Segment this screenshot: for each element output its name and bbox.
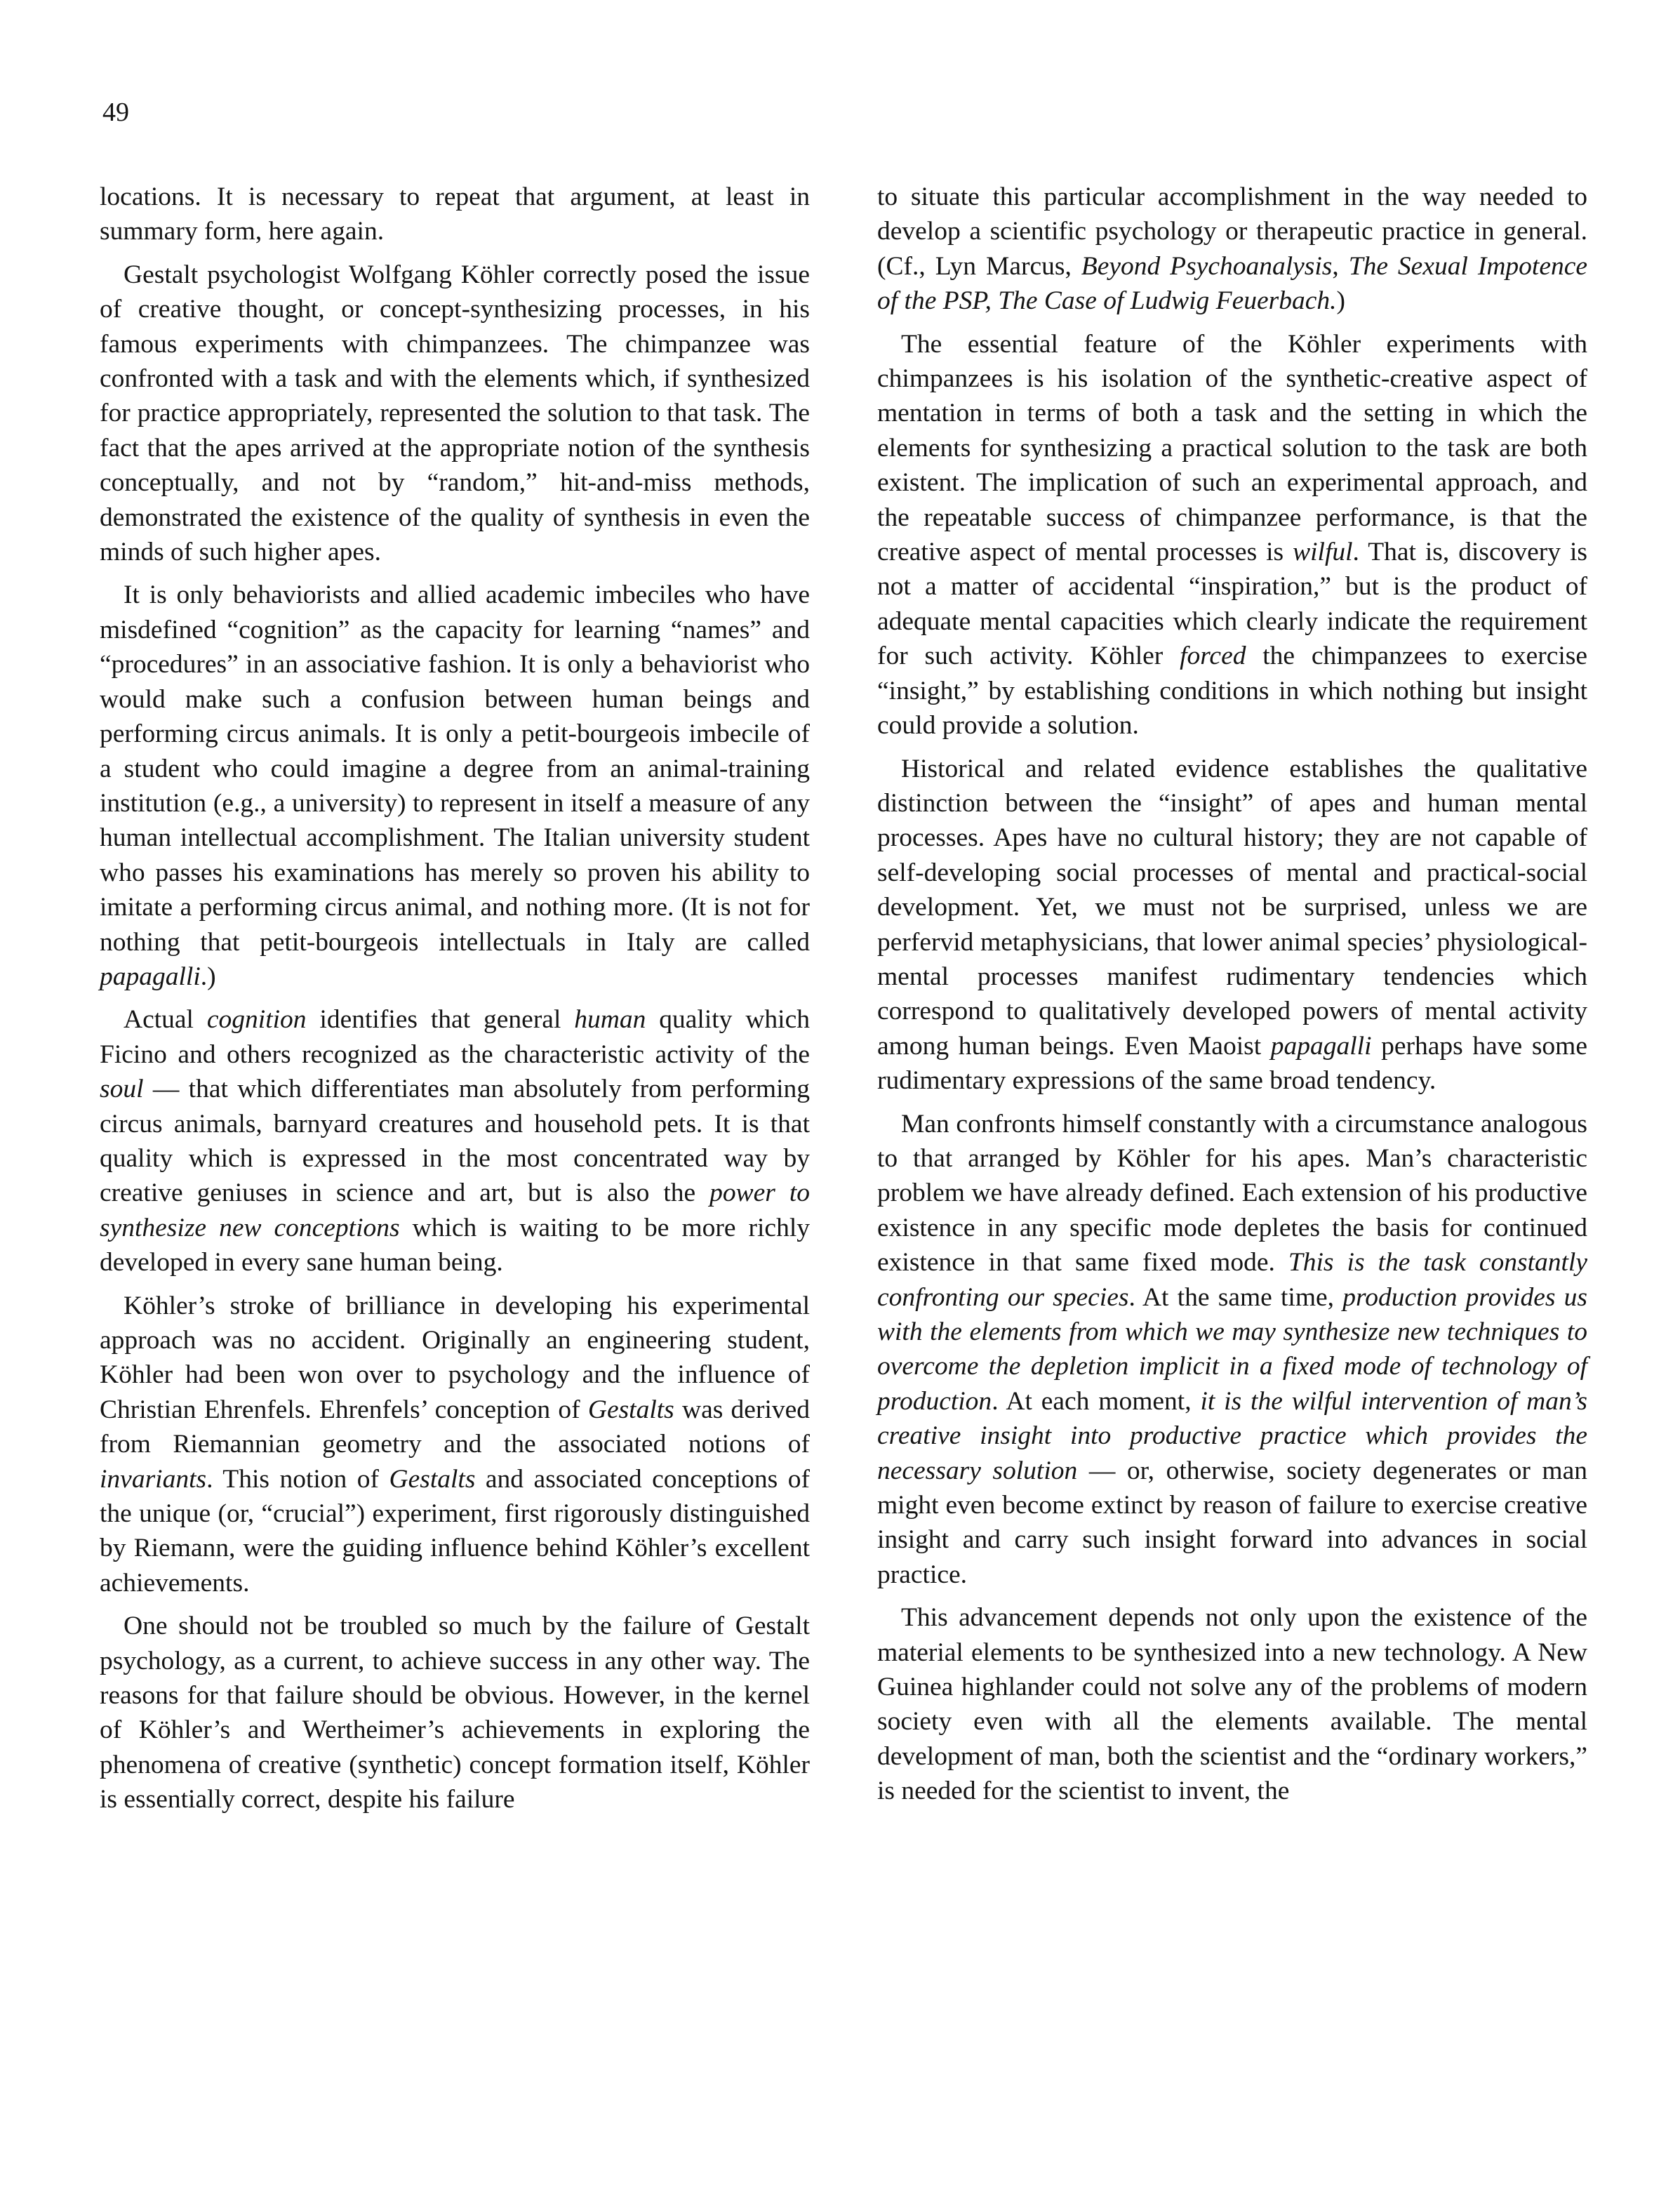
text-run: and associated conceptions of the unique (or, “crucial”) experiment, first rigorously distinguished by Riemann, were the guiding influence behind Köhler’s excellent achievements. bbox=[100, 1464, 810, 1598]
text-run: quality which Ficino and others recognized as the characteristic activity of the bbox=[100, 1005, 810, 1069]
text-run: . At the same time, bbox=[1128, 1282, 1343, 1312]
paragraph bbox=[877, 1107, 1587, 1593]
italic-text: human bbox=[574, 1005, 646, 1035]
italic-text: invariants bbox=[100, 1464, 207, 1494]
text-run: — that which differentiates man absolutely from performing circus animals, barnyard creatures and household pets. It is that quality which is expressed in the most concentrated way by creative geniuses in science and art, but is also the bbox=[100, 1075, 810, 1208]
text-run: locations. It is necessary to repeat that argument, at least in summary form, here again. bbox=[100, 182, 810, 246]
right-column bbox=[877, 180, 1587, 1817]
text-run: . That is, discovery is not a matter of accidental “inspiration,” but is the product of adequate mental capacities which clearly indicate the requirement for such activity. Köhler bbox=[877, 538, 1587, 671]
paragraph bbox=[100, 578, 810, 994]
text-run: Gestalt psychologist Wolfgang Köhler correctly posed the issue of creative thought, or concept-synthesizing processes, in his famous experiments with chimpanzees. The chimpanzee was confronted with a task and with the elements which, if synthesized for practice appropriately, represented the solution to that task. The fact that the apes arrived at the appropriate notion of the synthesis conceptually, and not by “random,” hit-and-miss methods, demonstrated the existence of the quality of synthesis in even the minds of such higher apes. bbox=[100, 260, 810, 567]
italic-text: papagalli bbox=[100, 962, 201, 991]
italic-text: production provides us with the elements from which we may synthesize new techniques to overcome the depletion implicit in a fixed mode of technology of production bbox=[877, 1282, 1587, 1416]
italic-text: soul bbox=[100, 1075, 144, 1104]
text-run: Historical and related evidence establishes the qualitative distinction between the “insight” of apes and human mental processes. Apes have no cultural history; they are not capable of self-developing social processes of mental and practical-social development. Yet, we must not be surprised, unless we are perfervid metaphysicians, that lower animal species’ physiological-mental processes manifest rudimentary tendencies which correspond to qualitatively developed powers of mental activity among human beings. Even Maoist bbox=[877, 754, 1587, 1061]
text-run: to situate this particular accomplishment in the way needed to develop a scientific psychology or therapeutic practice in general. (Cf., Lyn Marcus, bbox=[877, 182, 1587, 281]
italic-text: papagalli bbox=[1270, 1031, 1372, 1061]
text-run: One should not be troubled so much by the failure of Gestalt psychology, as a current, to achieve success in any other way. The reasons for that failure should be obvious. However, in the kernel of Köhler’s and Wertheimer’s achievements in exploring the phenomena of creative (synthetic) concept formation itself, Köhler is essentially correct, despite his failure bbox=[100, 1612, 810, 1814]
continued-paragraph bbox=[877, 180, 1587, 319]
paragraph bbox=[100, 1609, 810, 1817]
italic-text: wilful bbox=[1293, 538, 1353, 567]
text-run: . At each moment, bbox=[992, 1386, 1201, 1416]
text-run: The essential feature of the Köhler experiments with chimpanzees is his isolation of the synthetic-creative aspect of mentation in terms of both a task and the setting in which the elements for synthesizing a practical solution to the task are both existent. The implication of such an experimental approach, and the repeatable success of chimpanzee performance, is that the creative aspect of mental processes is bbox=[877, 329, 1587, 567]
text-run: which is waiting to be more richly developed in every sane human being. bbox=[100, 1213, 810, 1277]
italic-text: Gestalts bbox=[389, 1464, 476, 1494]
italic-text: This is the task constantly confronting our species bbox=[877, 1248, 1587, 1312]
left-column bbox=[100, 180, 810, 1826]
text-run: It is only behaviorists and allied academic imbeciles who have misdefined “cognition” as the capacity for learning “names” and “procedures” in an associative fashion. It is only a behaviorist who would make such a confusion between human beings and performing circus animals. It is only a petit-bourgeois imbecile of a student who could imagine a degree from an animal-training institution (e.g., a university) to represent in itself a measure of any human intellectual accomplishment. The Italian university student who passes his examinations has merely so proven his ability to imitate a performing circus animal, and nothing more. (It is not for nothing that petit-bourgeois intellectuals in Italy are called bbox=[100, 580, 810, 957]
text-run: .) bbox=[200, 962, 216, 991]
italic-text: power to synthesize new conceptions bbox=[100, 1178, 811, 1242]
page-number: 49 bbox=[102, 98, 129, 127]
paragraph bbox=[877, 1600, 1587, 1808]
text-run: This advancement depends not only upon the existence of the material elements to be synthesized into a new technology. A New Guinea highlander could not solve any of the problems of modern society even with all the elements available. The mental development of man, both the scientist and the “ordinary workers,” is needed for the scientist to invent, the bbox=[877, 1603, 1587, 1806]
italic-text: forced bbox=[1180, 642, 1246, 671]
paragraph bbox=[877, 327, 1587, 743]
text-run: the chimpanzees to exercise “insight,” by establishing conditions in which nothing but insight could provide a solution. bbox=[877, 642, 1588, 741]
paragraph bbox=[877, 752, 1587, 1098]
text-run: — or, otherwise, society degenerates or man might even become extinct by reason of failure to exercise creative insight and carry such insight forward into advances in social practice. bbox=[877, 1456, 1587, 1589]
text-run: perhaps have some rudimentary expressions of the same broad tendency. bbox=[877, 1031, 1587, 1096]
italic-text: it is the wilful intervention of man’s creative insight into productive practice which provides the necessary solution bbox=[877, 1386, 1587, 1485]
continued-paragraph bbox=[100, 180, 810, 249]
text-run: Man confronts himself constantly with a circumstance analogous to that arranged by Köhler for his apes. Man’s characteristic problem we have already defined. Each extension of his productive existence in any specific mode depletes the basis for continued existence in that same fixed mode. bbox=[877, 1109, 1587, 1277]
text-run: Actual bbox=[124, 1005, 207, 1035]
italic-text: cognition bbox=[206, 1005, 307, 1035]
text-run: . This notion of bbox=[206, 1464, 389, 1494]
italic-text: Gestalts bbox=[587, 1395, 674, 1424]
text-run: identifies that general bbox=[306, 1005, 575, 1035]
text-run: , bbox=[1332, 251, 1349, 281]
text-run: ) bbox=[1336, 286, 1345, 316]
italic-text: The Sexual Impotence of the PSP, The Case of Ludwig Feuerbach. bbox=[877, 251, 1587, 316]
paragraph bbox=[100, 258, 810, 570]
italic-text: Beyond Psychoanalysis bbox=[1081, 251, 1333, 281]
paragraph bbox=[100, 1289, 810, 1601]
text-run: Köhler’s stroke of brilliance in developing his experimental approach was no accident. Originally an engineering student, Köhler had been won over to psychology and the influence of Christian Ehrenfels. Ehrenfels’ conception of bbox=[100, 1291, 810, 1424]
text-run: was derived from Riemannian geometry and the associated notions of bbox=[100, 1395, 811, 1459]
paragraph bbox=[100, 1002, 810, 1280]
